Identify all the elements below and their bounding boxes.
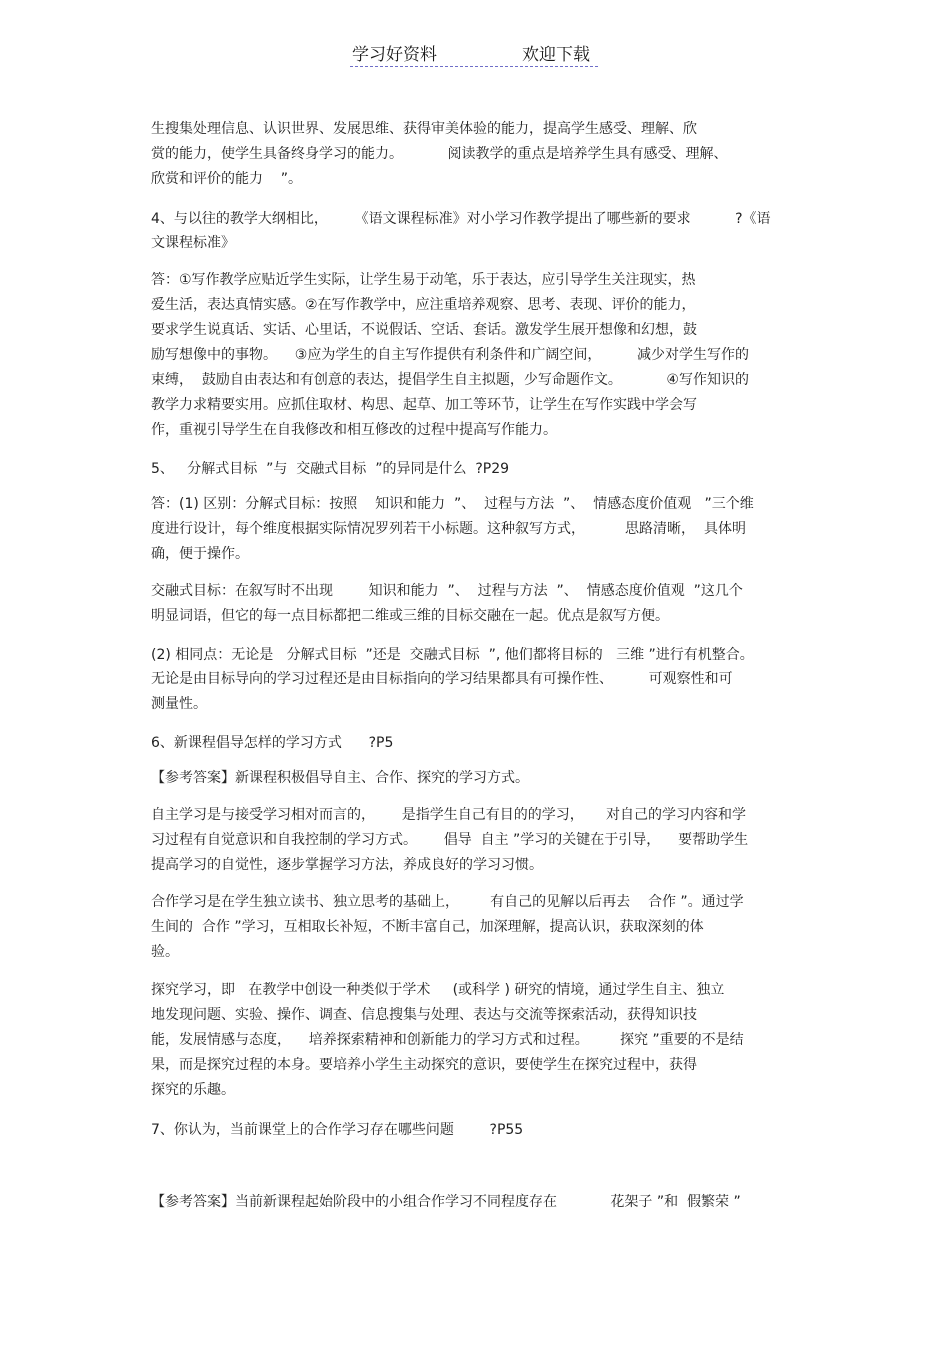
- text-line: 【参考答案】新课程积极倡导自主、合作、探究的学习方式。: [151, 770, 529, 786]
- text-line: 明显词语，但它的每一点目标都把二维或三维的目标交融在一起。优点是叙写方便。: [151, 608, 669, 624]
- text-line: 生搜集处理信息、认识世界、发展思维、获得审美体验的能力，提高学生感受、理解、欣: [151, 121, 697, 137]
- text-line: 7、你认为，当前课堂上的合作学习存在哪些问题 ?P55: [151, 1122, 524, 1138]
- text-line: 答：(1) 区别：分解式目标：按照 知识和能力 ”、 过程与方法 ”、 情感态度价值观 ”三个维: [151, 496, 754, 512]
- header-title-right: 欢迎下载: [522, 45, 590, 65]
- text-line: 爱生活，表达真情实感。②在写作教学中，应注重培养观察、思考、表现、评价的能力，: [151, 297, 696, 313]
- text-line: 测量性。: [151, 696, 207, 712]
- text-line: 【参考答案】当前新课程起始阶段中的小组合作学习不同程度存在 花架子 ”和 假繁荣 ”: [151, 1194, 741, 1210]
- text-line: 文课程标准》: [151, 235, 235, 251]
- text-line: 合作学习是在学生独立读书、独立思考的基础上， 有自己的见解以后再去 合作 ”。通过学: [151, 894, 744, 910]
- text-line: 地发现问题、实验、操作、调查、信息搜集与处理、表达与交流等探索活动，获得知识技: [151, 1007, 697, 1023]
- text-line: 要求学生说真话、实话、心里话，不说假话、空话、套话。激发学生展开想像和幻想，鼓: [151, 322, 697, 338]
- header-title-left: 学习好资料: [352, 45, 437, 65]
- text-line: 习过程有自觉意识和自我控制的学习方式。 倡导 自主 ”学习的关键在于引导， 要帮助学生: [151, 832, 749, 848]
- text-line: 度进行设计，每个维度根据实际情况罗列若干小标题。这种叙写方式， 思路清晰， 具体明: [151, 521, 746, 537]
- text-line: 5、 分解式目标 ”与 交融式目标 ”的异同是什么 ?P29: [151, 461, 510, 477]
- text-line: 作，重视引导学生在自我修改和相互修改的过程中提高写作能力。: [151, 422, 557, 438]
- text-line: 束缚， 鼓励自由表达和有创意的表达，提倡学生自主拟题，少写命题作文。 ④写作知识的: [151, 372, 749, 388]
- page-header: [350, 40, 598, 67]
- text-line: 4、与以往的教学大纲相比， 《语文课程标准》对小学习作教学提出了哪些新的要求 ?《语: [151, 211, 771, 227]
- text-line: 励写想像中的事物。 ③应为学生的自主写作提供有利条件和广阔空间， 减少对学生写作的: [151, 347, 749, 363]
- text-line: 探究的乐趣。: [151, 1082, 235, 1098]
- text-line: 自主学习是与接受学习相对而言的， 是指学生自己有目的的学习， 对自己的学习内容和学: [151, 807, 746, 823]
- text-line: 确，便于操作。: [151, 546, 249, 562]
- text-line: 欣赏和评价的能力 ”。: [151, 171, 303, 187]
- text-line: 教学力求精要实用。应抓住取材、构思、起草、加工等环节，让学生在写作实践中学会写: [151, 397, 697, 413]
- text-line: 生间的 合作 ”学习，互相取长补短，不断丰富自己，加深理解，提高认识，获取深刻的体: [151, 919, 704, 935]
- text-line: 赏的能力，使学生具备终身学习的能力。 阅读教学的重点是培养学生具有感受、理解、: [151, 146, 728, 162]
- text-line: (2) 相同点：无论是 分解式目标 ”还是 交融式目标 ”, 他们都将目标的 三维 ”进行有机整合。: [151, 647, 754, 663]
- text-line: 无论是由目标导向的学习过程还是由目标指向的学习结果都具有可操作性、 可观察性和可: [151, 671, 733, 687]
- text-line: 交融式目标：在叙写时不出现 知识和能力 ”、 过程与方法 ”、 情感态度价值观 ”这几个: [151, 583, 743, 599]
- text-line: 答：①写作教学应贴近学生实际，让学生易于动笔，乐于表达，应引导学生关注现实，热: [151, 272, 696, 288]
- text-line: 果，而是探究过程的本身。要培养小学生主动探究的意识，要使学生在探究过程中，获得: [151, 1057, 697, 1073]
- text-line: 能，发展情感与态度， 培养探索精神和创新能力的学习方式和过程。 探究 ”重要的不是结: [151, 1032, 744, 1048]
- text-line: 6、新课程倡导怎样的学习方式 ?P5: [151, 735, 394, 751]
- text-line: 提高学习的自觉性，逐步掌握学习方法，养成良好的学习习惯。: [151, 857, 543, 873]
- text-line: 探究学习，即 在教学中创设一种类似于学术 (或科学 ) 研究的情境，通过学生自主、独立: [151, 982, 725, 998]
- text-line: 验。: [151, 944, 179, 960]
